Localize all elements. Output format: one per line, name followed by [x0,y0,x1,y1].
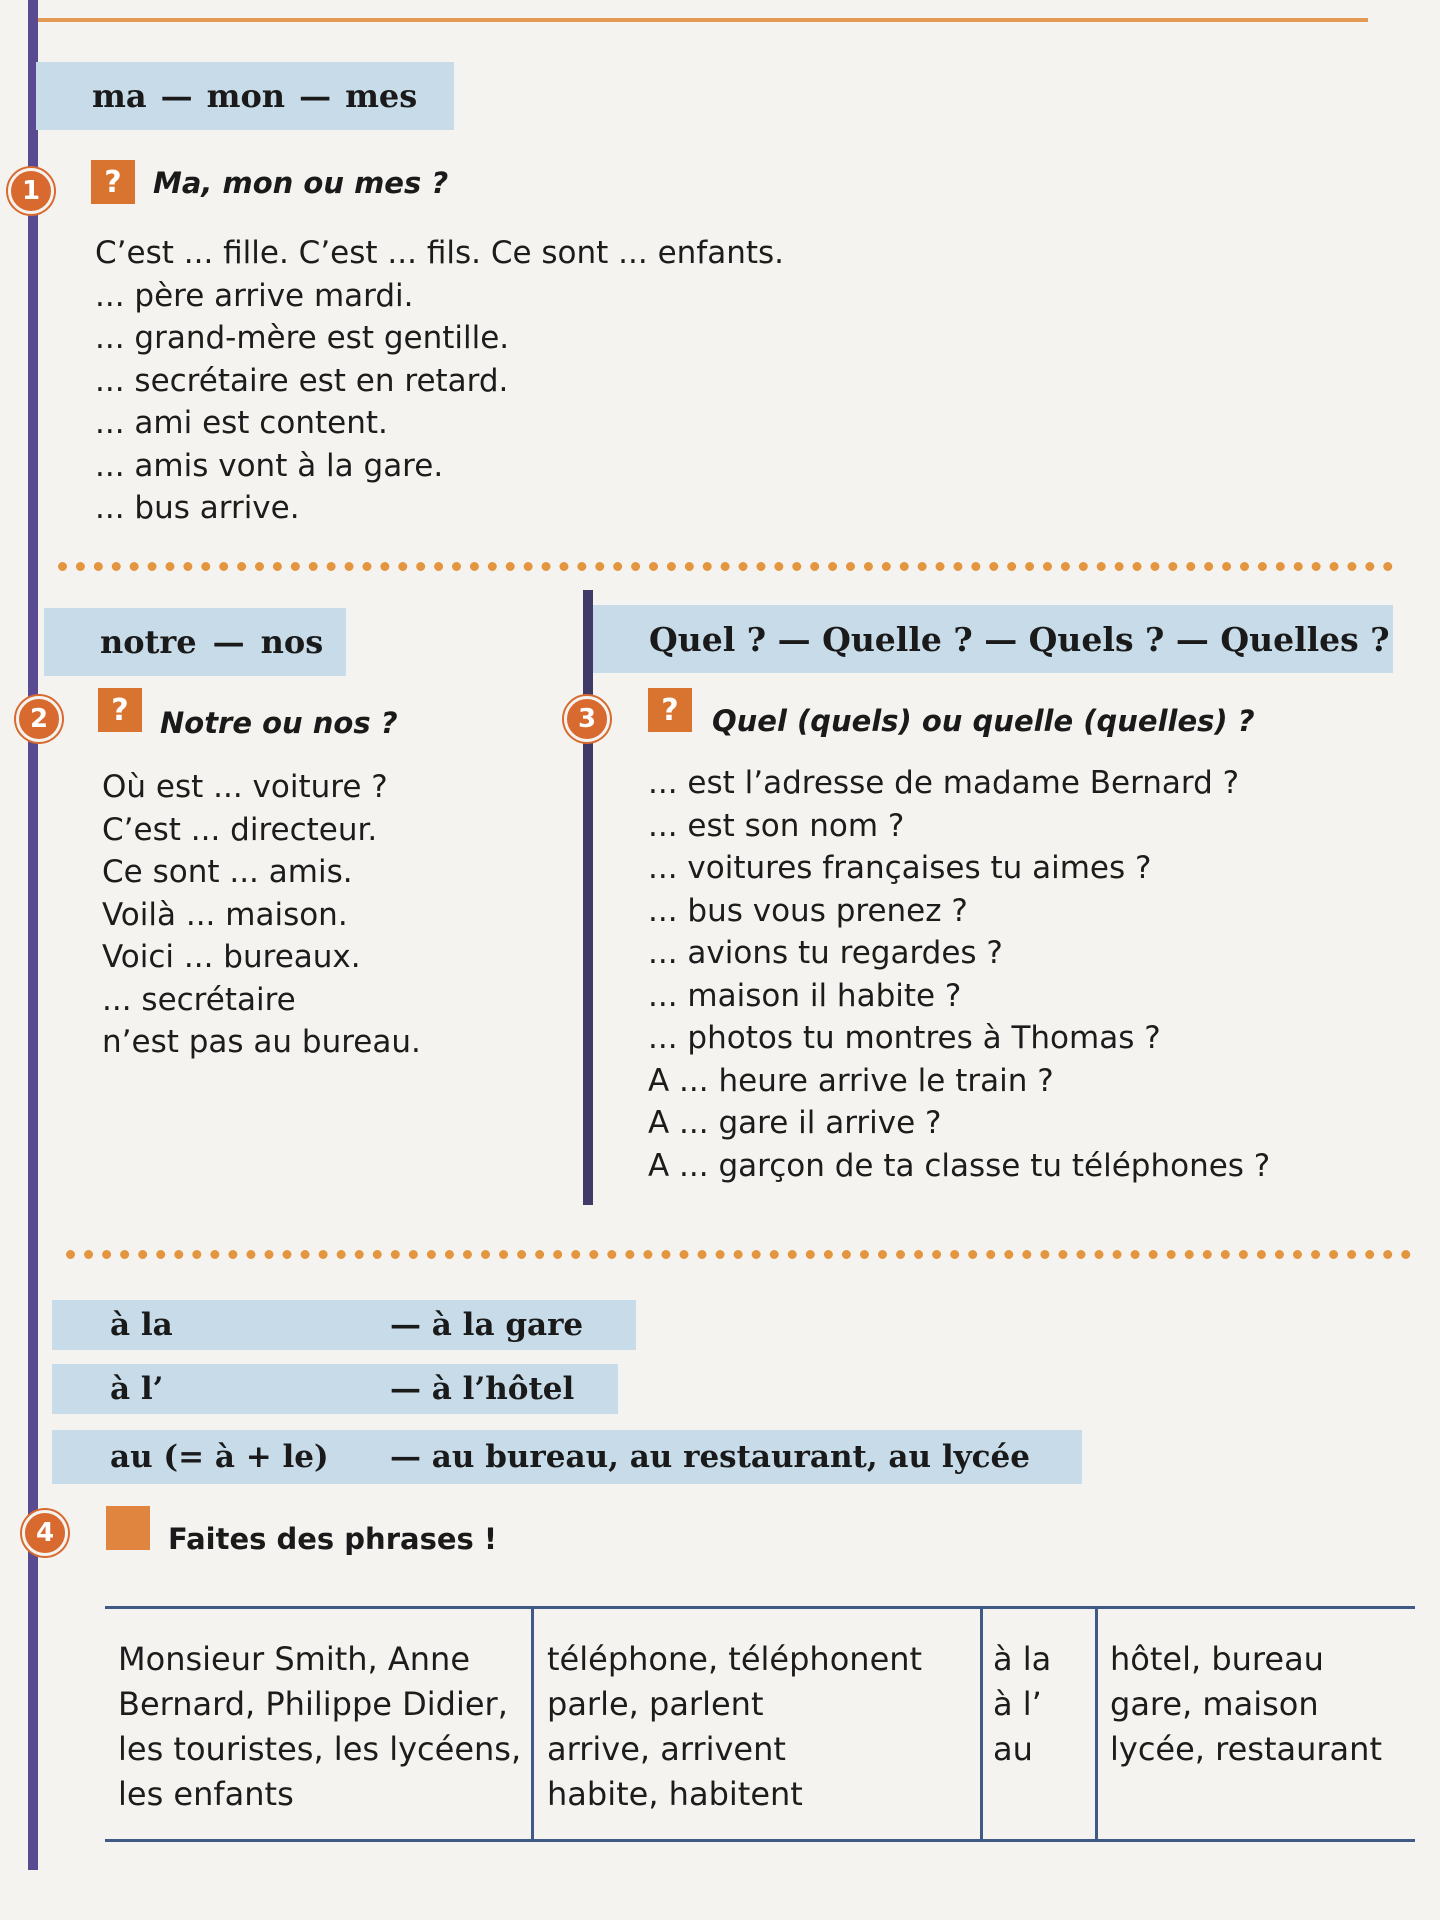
grammar-band-a-l [52,1364,618,1414]
band-right: — au bureau, au restaurant, au lycée [390,1439,1030,1475]
table-cell: lycée, restaurant [1110,1730,1382,1768]
sentence-line: Voici ... bureaux. [102,939,361,975]
grammar-band-ma-mon-mes [36,62,454,130]
sentence-line: A ... gare il arrive ? [648,1105,942,1141]
dotted-separator [66,1250,1411,1259]
band-word-nos: nos [260,623,324,661]
table-cell: Bernard, Philippe Didier, [118,1685,508,1723]
band-left: au (= à + le) [110,1439,329,1475]
question-mark-icon: ? [91,160,135,204]
sentence-line: ... ami est content. [95,405,388,441]
band-right: — à l’hôtel [390,1371,575,1407]
sentence-line: ... voitures françaises tu aimes ? [648,850,1152,886]
grammar-band-notre-nos [44,608,346,676]
sentence-line: Ce sont ... amis. [102,854,353,890]
table-cell: parle, parlent [547,1685,764,1723]
table-column-places [1110,1609,1410,1839]
band-left: à l’ [110,1371,164,1407]
sentence-line: ... est son nom ? [648,807,905,844]
exercise-3-sentences [648,762,1270,1187]
table-divider [531,1609,534,1839]
exercise-1-sentences [95,232,784,530]
band-word-mes: mes [345,77,418,115]
exercise-number-4: 4 [22,1510,68,1556]
sentence-line: ... avions tu regardes ? [648,935,1003,971]
dotted-separator [58,562,1393,571]
table-cell: hôtel, bureau [1110,1640,1324,1678]
sentence-line: ... secrétaire [102,981,296,1018]
table-cell: au [993,1730,1033,1768]
exercise-number-1: 1 [8,168,54,214]
table-divider [1095,1609,1098,1839]
sentence-line: A ... garçon de ta classe tu téléphones ? [648,1147,1271,1184]
table-cell: téléphone, téléphonent [547,1640,923,1678]
sentence-line: C’est ... directeur. [102,811,378,848]
table-cell: arrive, arrivent [547,1730,786,1768]
top-rule [38,18,1368,22]
band-text: Quel ? — Quelle ? — Quels ? — Quelles ? [649,619,1390,659]
sentence-line: ... photos tu montres à Thomas ? [648,1020,1161,1056]
table-cell: à la [993,1640,1052,1678]
band-dash: — [212,623,245,661]
sentence-line: C’est ... fille. C’est ... fils. Ce sont ... enfants. [95,235,785,271]
table-column-prepositions [993,1609,1093,1839]
grammar-band-au [52,1430,1082,1484]
table-divider [980,1609,983,1839]
band-dash: — [160,77,193,115]
band-word-mon: mon [206,77,286,115]
exercise-2-instruction: Notre ou nos ? [160,706,398,740]
table-cell: les enfants [118,1775,294,1813]
band-right: — à la gare [390,1307,584,1343]
sentence-line: ... maison il habite ? [648,977,962,1014]
table-cell: Monsieur Smith, Anne [118,1640,471,1678]
table-cell: habite, habitent [547,1775,803,1813]
band-left: à la [110,1307,173,1343]
table-column-subjects [118,1609,528,1839]
question-mark-icon: ? [648,688,692,732]
table-column-verbs [547,1609,987,1839]
exercise-3-instruction: Quel (quels) ou quelle (quelles) ? [712,704,1255,738]
exercise-2-sentences [102,766,421,1064]
band-word-ma: ma [92,77,147,115]
table-cell: les touristes, les lycéens, [118,1730,522,1768]
sentence-line: ... père arrive mardi. [95,277,414,314]
exercise-number-2: 2 [16,696,62,742]
sentence-line: Où est ... voiture ? [102,769,388,805]
grammar-band-quel-quelle [593,605,1393,673]
exercise-square-icon [106,1506,150,1550]
table-cell: à l’ [993,1685,1042,1723]
sentence-line: Voilà ... maison. [102,896,348,933]
sentence-line: ... secrétaire est en retard. [95,362,509,399]
sentence-line: A ... heure arrive le train ? [648,1062,1054,1099]
sentence-line: ... bus vous prenez ? [648,892,968,929]
sentence-line: ... est l’adresse de madame Bernard ? [648,765,1240,801]
sentence-line: ... grand-mère est gentille. [95,320,510,356]
phrase-building-table [105,1606,1415,1842]
grammar-band-a-la [52,1300,636,1350]
band-dash: — [299,77,332,115]
left-margin-bar [28,0,38,1870]
sentence-line: n’est pas au bureau. [102,1024,421,1060]
exercise-number-3: 3 [564,696,610,742]
table-cell: gare, maison [1110,1685,1319,1723]
exercise-4-instruction: Faites des phrases ! [168,1522,498,1556]
question-mark-icon: ? [98,688,142,732]
band-word-notre: notre [100,623,197,661]
sentence-line: ... bus arrive. [95,490,300,526]
sentence-line: ... amis vont à la gare. [95,447,444,484]
column-divider [583,590,593,1205]
exercise-1-instruction: Ma, mon ou mes ? [153,166,449,200]
